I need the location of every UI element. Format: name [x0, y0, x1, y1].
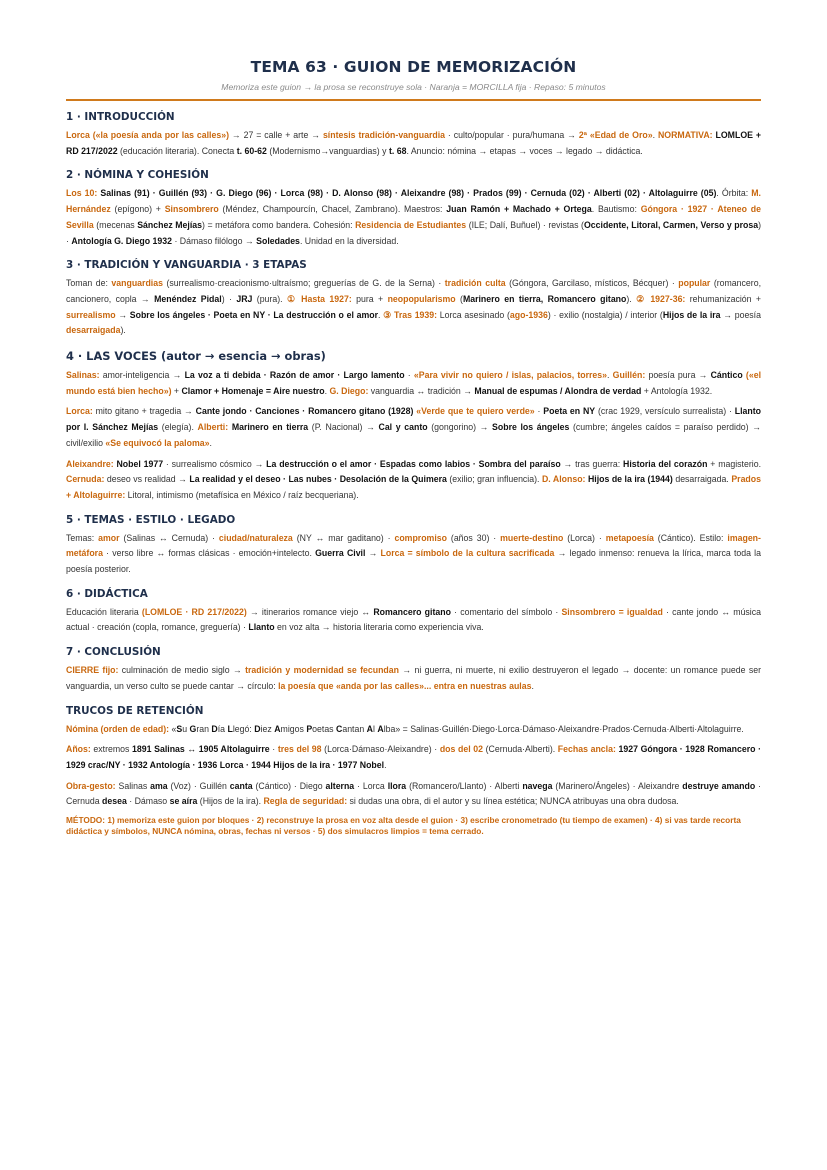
body-text: « — [169, 723, 177, 734]
highlight-text: Lorca = símbolo de la cultura sacrificada — [380, 548, 555, 559]
highlight-text: neopopularismo — [387, 293, 456, 304]
section-heading: 2 · NÓMINA Y COHESIÓN — [66, 169, 209, 182]
page-subtitle: Memoriza este guion → la prosa se reconstruye sola · Naranja = MORCILLA fija · Repaso: 5 minutos — [66, 82, 761, 101]
section-voces — [66, 349, 761, 504]
body-text: (Romancero/Llanto) · Alberti — [406, 780, 523, 791]
body-text: Litoral, intimismo (metafísica en México / raíz becqueriana). — [125, 489, 359, 500]
highlight-text: NORMATIVA: — [657, 130, 713, 140]
body-text: · verso libre ↔ formas clásicas · emoción+intelecto. — [102, 548, 316, 559]
bold-text: JRJ — [236, 293, 253, 304]
body-text: culminación de medio siglo → — [118, 665, 246, 676]
body-text: (Lorca) · — [563, 532, 606, 543]
highlight-text: Alberti: — [197, 422, 229, 433]
body-text: . — [652, 130, 658, 140]
highlight-text: ago-1936 — [509, 309, 548, 320]
section-paragraph — [66, 276, 761, 339]
bold-text: D — [211, 723, 218, 734]
body-text: (cumbre; ángeles caídos = paraíso perdido) → civil/exilio — [66, 422, 761, 448]
bold-text: Romancero gitano — [373, 606, 451, 617]
bold-text: La realidad y el deseo · Las nubes · Desolación de la Quimera — [189, 474, 447, 485]
section-heading: TRUCOS DE RETENCIÓN — [66, 704, 204, 717]
bold-text: S — [176, 723, 183, 734]
body-text: ). — [626, 293, 637, 304]
body-text: . — [384, 759, 387, 770]
highlight-text: Sinsombrero = igualdad — [561, 606, 663, 617]
highlight-text: ② 1927-36: — [636, 293, 686, 304]
body-text: ( — [455, 293, 463, 304]
highlight-text: tradición culta — [444, 278, 506, 289]
bold-text: La destrucción o el amor · Espadas como labios · Sombra del paraíso — [266, 458, 561, 469]
bold-text: se aíra — [169, 796, 198, 807]
body-text: → poesía — [720, 309, 761, 320]
body-text: · cante jondo ↔ música actual · creación (copla, romance, greguería) · — [66, 606, 761, 633]
bold-text: llora — [387, 780, 407, 791]
bold-text: Hijos de la ira — [662, 309, 721, 320]
body-text: (Lorca·Dámaso·Aleixandre) · — [321, 744, 440, 755]
body-text: si dudas una obra, di el autor y su línea estética; NUNCA atribuyas una obra dudosa. — [347, 796, 679, 807]
highlight-text: dos del 02 — [439, 744, 483, 755]
bold-text: Juan Ramón + Machado + Ortega — [446, 204, 592, 215]
bold-text: LOMLOE + RD 217/2022 — [66, 130, 761, 156]
body-text: ) = metáfora como bandera. Cohesión: — [202, 219, 356, 230]
body-text: · Dámaso filólogo → — [172, 235, 257, 246]
body-text: vanguardia ↔ tradición → — [368, 385, 475, 396]
highlight-text: tres del 98 — [277, 744, 322, 755]
section-heading: 1 · INTRODUCCIÓN — [66, 111, 175, 123]
highlight-text: G. Diego: — [329, 385, 369, 396]
body-text: . — [209, 437, 212, 448]
section-temas — [66, 514, 761, 578]
bold-text: Hijos de la ira (1944) — [587, 474, 673, 485]
section-conclusion — [66, 646, 761, 694]
body-text: · comentario del símbolo · — [450, 606, 562, 617]
body-text: . Anuncio: nómina → etapas → voces → legado → didáctica. — [406, 145, 643, 156]
highlight-text: Los 10: — [66, 188, 98, 199]
body-text: deseo vs realidad → — [104, 474, 190, 485]
bold-text: Manual de espumas / Alondra de verdad — [474, 385, 642, 396]
section-paragraph — [66, 722, 761, 738]
body-text: oetas — [312, 723, 336, 734]
highlight-text: tradición y modernidad se fecundan — [245, 665, 399, 676]
body-text: → — [115, 309, 130, 320]
body-text: (Góngora, Garcilaso, místicos, Bécquer) · — [505, 278, 679, 289]
body-text: migos — [280, 723, 307, 734]
section-paragraph — [66, 663, 761, 694]
bold-text: D — [254, 723, 261, 734]
bold-text: desea — [102, 796, 127, 807]
bold-text: Cal y canto — [378, 422, 428, 433]
page-title: TEMA 63 · GUION DE MEMORIZACIÓN — [250, 58, 577, 76]
highlight-text: Cernuda: — [66, 474, 105, 485]
bold-text: 1927 Góngora · 1928 Romancero · 1929 crac/NY · 1932 Antología · 1936 Lorca · 1944 Hijos de la ira · 1977 Nobel — [66, 744, 762, 770]
highlight-text: Sinsombrero — [164, 204, 219, 215]
section-paragraph — [66, 404, 761, 451]
highlight-text: CIERRE fijo: — [66, 665, 119, 676]
body-text: (NY ↔ mar gaditano) · — [292, 532, 395, 543]
bold-text: G — [189, 723, 197, 734]
body-text: . Órbita: — [716, 188, 752, 199]
body-text: + — [171, 385, 182, 396]
highlight-text: ③ Tras 1939: — [383, 309, 438, 320]
highlight-text: la poesía que «anda por las calles»... entra en nuestras aulas — [278, 680, 532, 691]
highlight-text: Guillén: — [612, 370, 646, 381]
body-text: (Cántico). Estilo: — [653, 532, 728, 543]
body-text: · Lorca — [354, 780, 388, 791]
highlight-text: Lorca: — [66, 406, 93, 417]
bold-text: Clamor + Homenaje = Aire nuestro — [181, 385, 325, 396]
highlight-text: metapoesía — [605, 532, 654, 543]
highlight-text: «Se equivocó la paloma» — [105, 437, 210, 448]
body-text: . — [324, 385, 330, 396]
bold-text: Poeta en NY — [543, 406, 596, 417]
highlight-text: ciudad/naturaleza — [218, 532, 293, 543]
highlight-text: imagen-metáfora — [66, 532, 761, 559]
section-introduccion — [66, 111, 761, 159]
bold-text: t. 68 — [388, 145, 407, 156]
highlight-text: D. Alonso: — [541, 474, 586, 485]
body-text: · — [404, 370, 414, 381]
highlight-text: surrealismo — [66, 309, 116, 320]
body-text: . Unidad en la diversidad. — [299, 235, 399, 246]
body-text: desarraigada. — [672, 474, 732, 485]
bold-text: Antología G. Diego 1932 — [71, 235, 173, 246]
body-text: ran — [196, 723, 212, 734]
body-text: extremos — [90, 744, 133, 755]
highlight-text: Obra-gesto: — [66, 780, 116, 791]
bold-text: C — [336, 723, 343, 734]
body-text: + magisterio. — [707, 458, 761, 469]
bold-text: Sánchez Mejías — [137, 219, 202, 230]
section-paragraph — [66, 186, 761, 249]
body-text: · Dámaso — [126, 796, 170, 807]
body-text: (pura). — [252, 293, 287, 304]
body-text: (epígono) + — [110, 204, 165, 215]
highlight-text: Residencia de Estudiantes — [355, 219, 467, 230]
body-text: u — [182, 723, 190, 734]
bold-text: Cante jondo · Canciones · Romancero gitano (1928) — [195, 406, 414, 417]
section-heading: 3 · TRADICIÓN Y VANGUARDIA · 3 ETAPAS — [66, 259, 307, 272]
bold-text: La voz a ti debida · Razón de amor · Largo lamento — [184, 370, 405, 381]
body-text: → tras guerra: — [560, 458, 624, 469]
bold-text: Marinero en tierra, Romancero gitano — [462, 293, 627, 304]
body-text: Salinas — [115, 780, 151, 791]
body-text: (Salinas ↔ Cernuda) · — [119, 532, 219, 543]
body-text: iez — [260, 723, 275, 734]
bold-text: Soledades — [256, 235, 300, 246]
highlight-text: Lorca («la poesía anda por las calles») — [66, 130, 229, 140]
body-text: ía — [217, 723, 228, 734]
bold-text: canta — [229, 780, 253, 791]
bold-text: alterna — [325, 780, 355, 791]
highlight-text: 2ª «Edad de Oro» — [578, 130, 653, 140]
body-text: (Marinero/Ángeles) · Aleixandre — [552, 780, 683, 791]
highlight-text: Prados + Altolaguirre: — [66, 474, 761, 500]
section-paragraph — [66, 742, 761, 773]
body-text: Educación literaria — [66, 606, 142, 617]
highlight-text: «Verde que te quiero verde» — [416, 406, 535, 417]
body-text: + Antología 1932. — [641, 385, 713, 396]
highlight-text: Aleixandre: — [66, 458, 114, 469]
body-text: → ni guerra, ni muerte, ni exilio destruyeron el legado → docente: un romance puede ser vanguardia, un verso culto se puede cantar → círculo: — [66, 665, 761, 691]
body-text: (crac 1929, versículo surrealista) · — [595, 406, 735, 417]
section-tradicion-vanguardia — [66, 259, 761, 339]
body-text: · — [269, 744, 278, 755]
bold-text: Cántico — [710, 370, 743, 381]
body-text: · Cernuda — [66, 780, 761, 807]
highlight-text: vanguardias — [111, 278, 163, 289]
section-heading: 6 · DIDÁCTICA — [66, 587, 148, 600]
bold-text: A — [366, 723, 373, 734]
section-paragraph — [66, 605, 761, 636]
bold-text: destruye amando — [682, 780, 756, 791]
section-paragraph — [66, 128, 761, 159]
highlight-text: Fechas ancla: — [557, 744, 616, 755]
highlight-text: Regla de seguridad: — [263, 796, 348, 807]
body-text: l — [372, 723, 378, 734]
bold-text: Marinero en tierra — [231, 422, 309, 433]
body-text: (Voz) · Guillén — [167, 780, 230, 791]
body-text: (surrealismo·creacionismo·ultraísmo; greguerías de G. de la Serna) · — [162, 278, 445, 289]
body-text: Temas: — [66, 532, 99, 543]
highlight-text: muerte-destino — [500, 532, 564, 543]
highlight-text: compromiso — [394, 532, 447, 543]
bold-text: navega — [522, 780, 553, 791]
bold-text: L — [227, 723, 233, 734]
body-text: · — [534, 406, 544, 417]
body-text: . — [378, 309, 384, 320]
highlight-text: Salinas: — [66, 370, 100, 381]
highlight-text: popular — [678, 278, 711, 289]
body-text: Lorca asesinado ( — [437, 309, 510, 320]
highlight-text: desarraigada — [66, 325, 121, 336]
body-text: → 27 = calle + arte → — [228, 130, 323, 140]
highlight-text: amor — [98, 532, 120, 543]
body-text: (mecenas — [93, 219, 138, 230]
body-text: → itinerarios romance viejo ↔ — [246, 606, 374, 617]
body-text: mito gitano + tragedia → — [92, 406, 196, 417]
section-nomina — [66, 169, 761, 249]
bold-text: 1891 Salinas ↔ 1905 Altolaguirre — [132, 744, 270, 755]
body-text: (Cántico) · Diego — [252, 780, 326, 791]
section-heading: 4 · LAS VOCES (autor → esencia → obras) — [66, 349, 326, 364]
highlight-text: (LOMLOE · RD 217/2022) — [141, 606, 247, 617]
highlight-text: ① Hasta 1927: — [286, 293, 352, 304]
body-text: (Cernuda·Alberti). — [483, 744, 558, 755]
body-text: (elegía). — [158, 422, 198, 433]
bold-text: ama — [150, 780, 168, 791]
body-text: (ILE; Dalí, Buñuel) · revistas ( — [466, 219, 584, 230]
body-text: (exilio; gran influencia). — [446, 474, 542, 485]
body-text: en voz alta → historia literaria como experiencia viva. — [274, 622, 484, 633]
bold-text: A — [274, 723, 281, 734]
bold-text: Llanto por I. Sánchez Mejías — [66, 406, 762, 433]
section-heading: 5 · TEMAS · ESTILO · LEGADO — [66, 513, 236, 526]
section-paragraph — [66, 457, 761, 504]
section-didactica — [66, 588, 761, 636]
bold-text: Nobel 1977 — [116, 458, 164, 469]
section-paragraph — [66, 779, 761, 810]
body-text: (P. Nacional) → — [308, 422, 379, 433]
body-text: → legado inmenso: renueva la lírica, marca toda la poesía posterior. — [66, 548, 761, 575]
body-text: (educación literaria). Conecta — [117, 145, 237, 156]
body-text: legó: — [232, 723, 255, 734]
body-text: ) · — [66, 219, 761, 246]
bold-text: Salinas (91) · Guillén (93) · G. Diego (96) · Lorca (98) · D. Alonso (98) · Aleixandre (98) · Prados (99) · Cernuda (02) · Alberti (02) · Altolaguirre (05) — [100, 188, 717, 199]
bold-text: Menéndez Pidal — [154, 293, 222, 304]
body-text: . — [531, 680, 534, 691]
section-trucos — [66, 705, 761, 811]
method-note: MÉTODO: 1) memoriza este guion por bloques · 2) reconstruye la prosa en voz alta desde el guion · 3) escribe cronometrado (tu tiempo de examen) · 4) si vas tarde recorta didáctica y símbolos, NUNCA nómina, obras, fechas ni versos · 5) dos simulacros limpios = tema cerrado. — [66, 815, 741, 837]
body-text: (Hijos de la ira). — [197, 796, 264, 807]
section-paragraph — [66, 368, 761, 399]
bold-text: Sobre los ángeles · Poeta en NY · La destrucción o el amor — [129, 309, 379, 320]
highlight-text: («el mundo está bien hecho») — [66, 370, 761, 396]
bold-text: A — [377, 723, 384, 734]
body-text: pura + — [351, 293, 388, 304]
bold-text: Sobre los ángeles — [492, 422, 570, 433]
bold-text: Guerra Civil — [315, 548, 366, 559]
body-text: (Méndez, Champourcín, Chacel, Zambrano). Maestros: — [218, 204, 447, 215]
body-text: . Bautismo: — [591, 204, 641, 215]
body-text: amor-inteligencia → — [99, 370, 185, 381]
bold-text: t. 60-62 — [236, 145, 267, 156]
body-text: (años 30) · — [446, 532, 501, 543]
body-text: poesía pura → — [645, 370, 711, 381]
body-text: · culto/popular · pura/humana → — [445, 130, 579, 140]
body-text: ). — [120, 325, 126, 336]
highlight-text: Años: — [66, 744, 91, 755]
body-text: ) · exilio (nostalgia) / interior ( — [547, 309, 663, 320]
section-heading: 7 · CONCLUSIÓN — [66, 646, 161, 659]
highlight-text: síntesis tradición-vanguardia — [322, 130, 445, 140]
bold-text: Historia del corazón — [623, 458, 708, 469]
section-paragraph — [66, 531, 761, 578]
bold-text: P — [306, 723, 313, 734]
body-text: rehumanización + — [685, 293, 762, 304]
highlight-text: M. Hernández — [66, 188, 761, 215]
body-text: · surrealismo cósmico → — [163, 458, 267, 469]
body-text: (romancero, cancionero, copla → — [66, 278, 761, 304]
highlight-text: Góngora · 1927 · Ateneo de Sevilla — [66, 204, 762, 230]
body-text: → — [365, 548, 381, 559]
body-text: . — [607, 370, 613, 381]
bold-text: Llanto — [248, 622, 275, 633]
body-text: Toman de: — [66, 278, 112, 289]
body-text: antan — [342, 723, 367, 734]
bold-text: Occidente, Litoral, Carmen, Verso y prosa — [583, 219, 759, 230]
body-text: lba» = Salinas·Guillén·Diego·Lorca·Dámaso·Aleixandre·Prados·Cernuda·Alberti·Altolaguirre. — [383, 723, 744, 734]
body-text: ) · — [221, 293, 237, 304]
highlight-text: Nómina (orden de edad): — [66, 723, 170, 734]
body-text: (Modernismo→vanguardias) y — [266, 145, 389, 156]
body-text: (gongorino) → — [427, 422, 493, 433]
highlight-text: «Para vivir no quiero / islas, palacios, torres» — [413, 370, 608, 381]
